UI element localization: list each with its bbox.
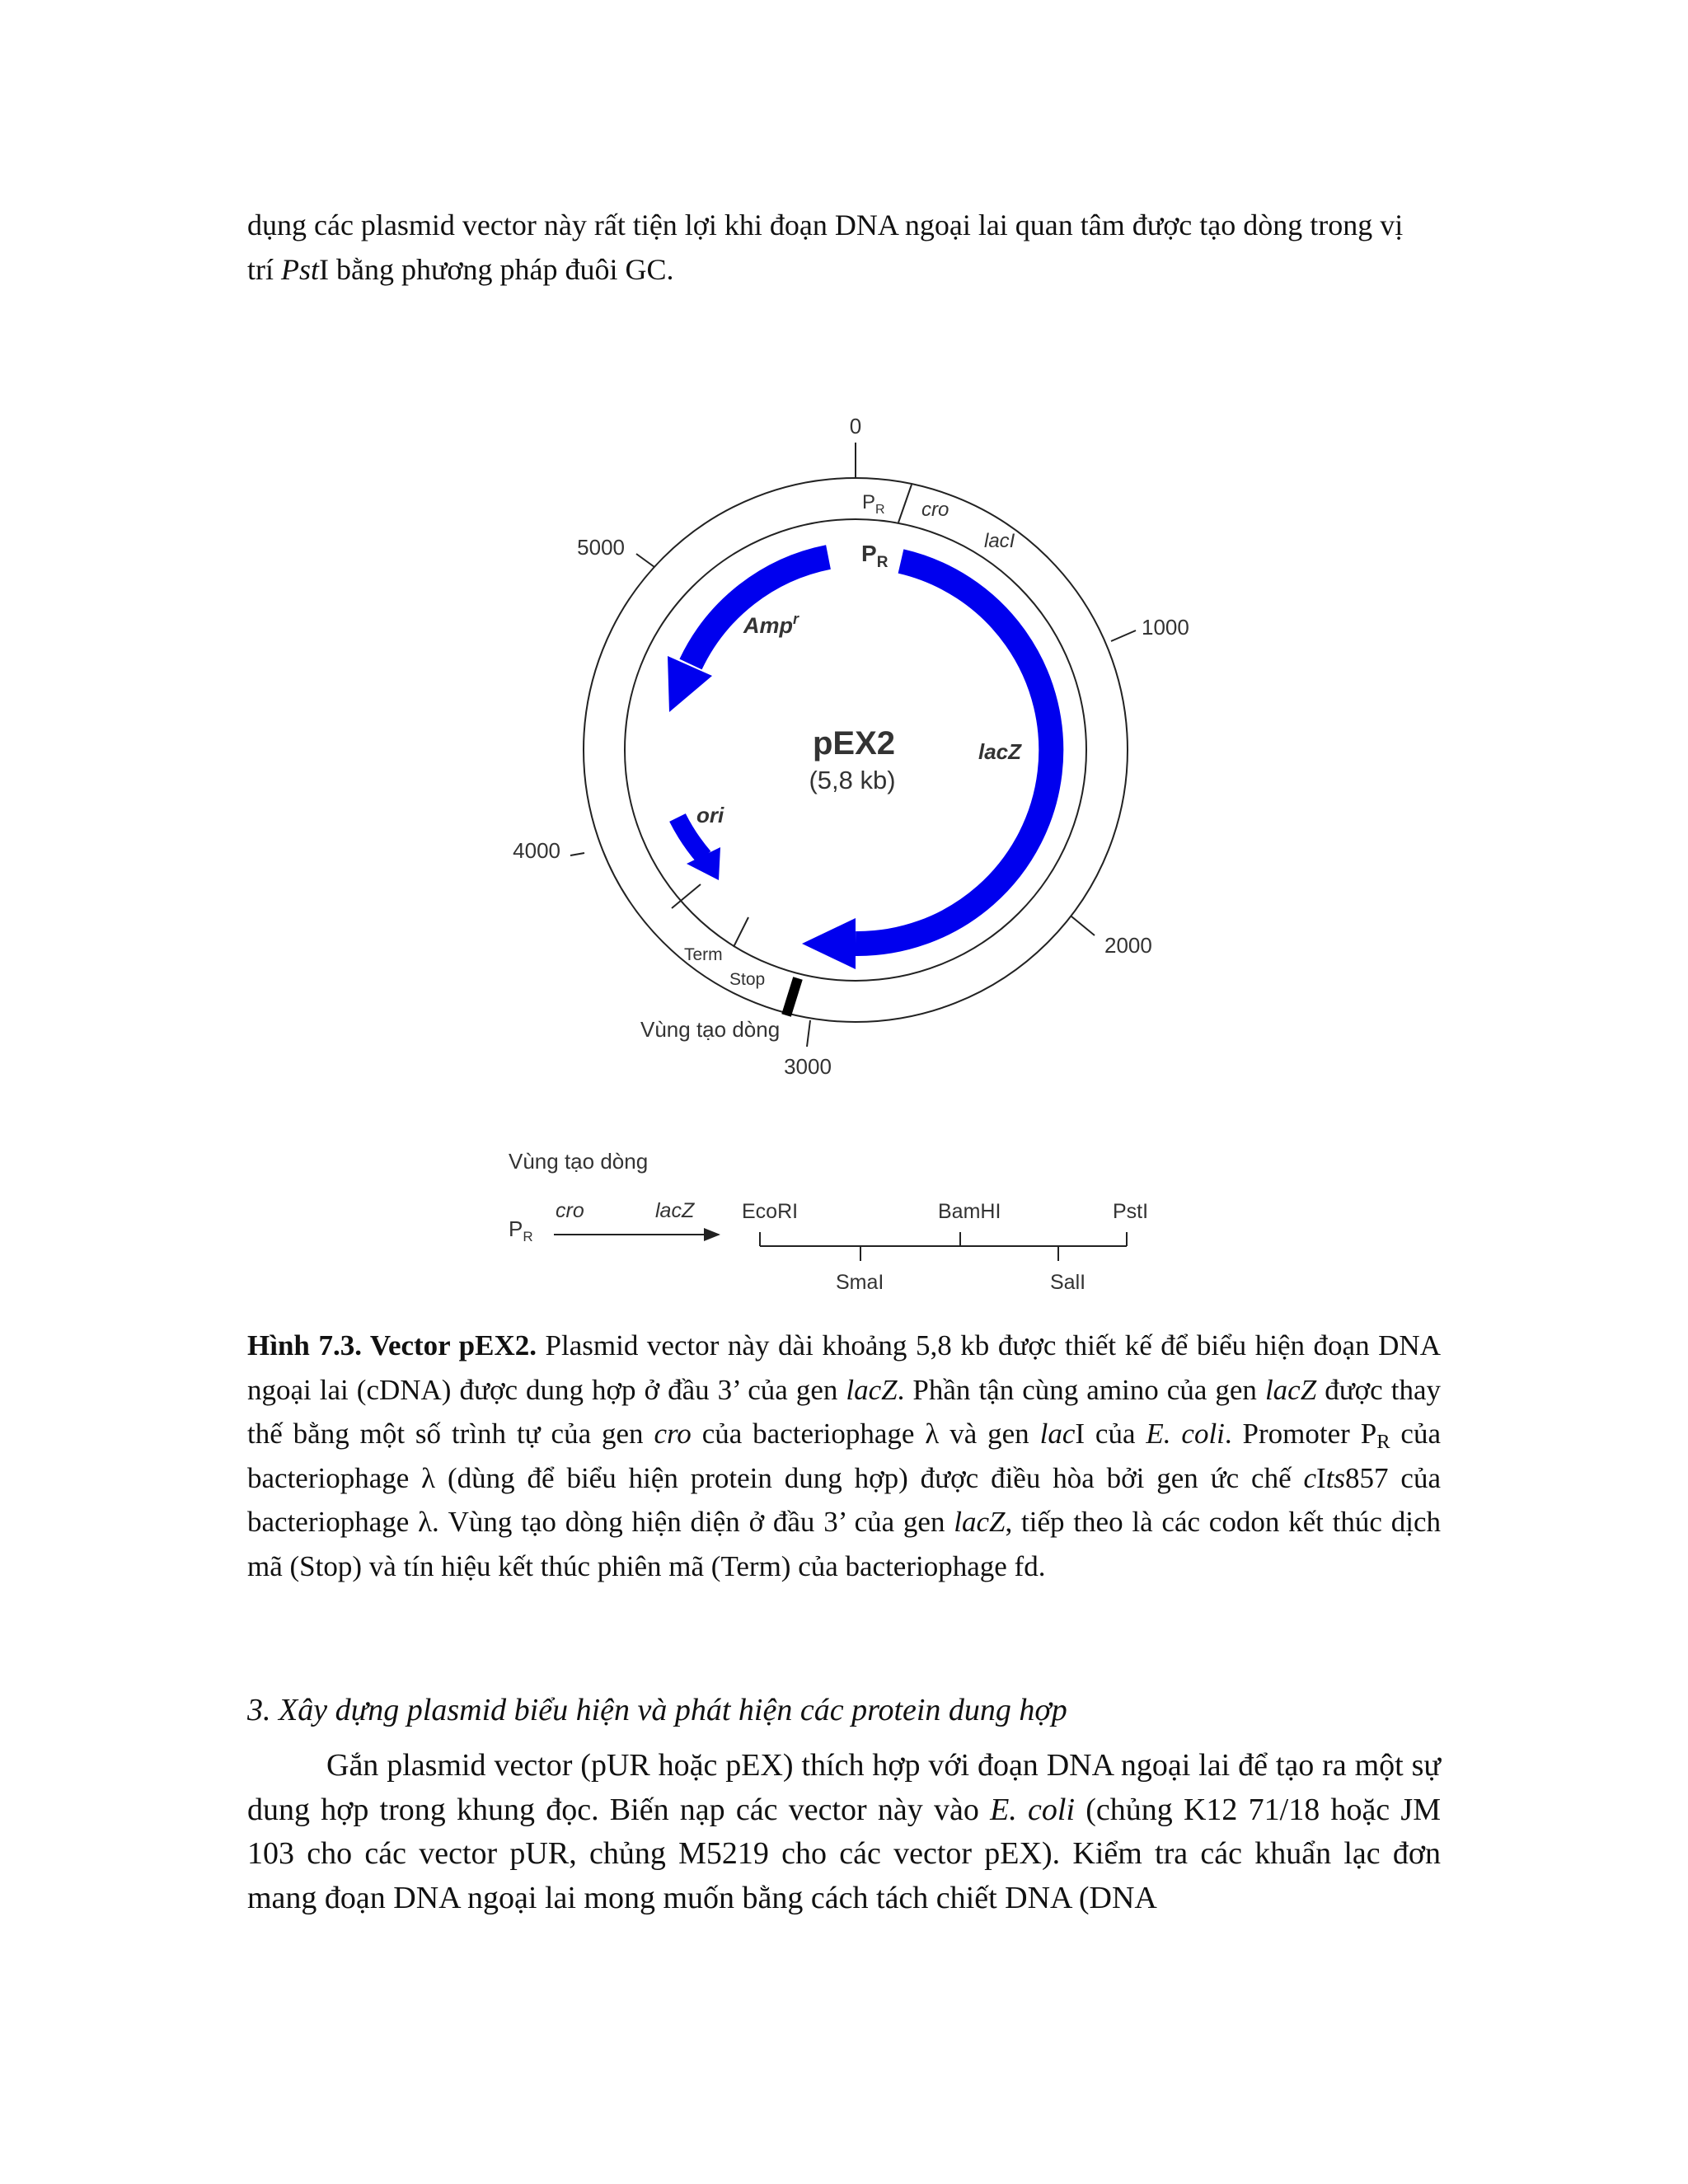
site-bamhi: BamHI [938,1200,1001,1223]
site-sali: SalI [1050,1271,1086,1294]
tick-5000 [636,554,654,567]
linear-map-pr: $P_R$ [509,1216,533,1244]
caption-text-2: . Phần tận cùng amino của gen [897,1373,1265,1406]
caption-text-6: . Promoter P [1224,1418,1377,1450]
caption-text-4: của bacteriophage λ và gen [691,1418,1040,1450]
ring-label-stop: Stop [729,970,766,989]
section-body-text-1: Gắn plasmid vector (pUR hoặc pEX) thích hợp với đoạn DNA ngoại lai để tạo ra một sự dung hợp trong khung đọc. Biến nạp các vector này vào [247,1748,1441,1827]
amp-arrow-head [668,656,712,712]
linear-map-title: Vùng tạo dòng [509,1149,649,1174]
intro-line-2-post: I bằng phương pháp đuôi GC. [319,253,674,286]
ring-divider-stop [734,917,748,947]
plasmid-name: pEX2 [812,725,896,762]
section-body-text-2: (chủng K12 71/18 hoặc JM 103 cho các vector pUR, chủng M5219 cho các vector pEX). Kiểm tra các khuẩn lạc đơn mang đoạn DNA ngoại lai mong muốn bằng cách tách chiết DNA (DNA [247,1792,1441,1915]
ring-label-lacI: lacI [984,530,1015,552]
site-psti: PstI [1113,1200,1149,1223]
caption-italic-5: E. coli [1146,1418,1225,1450]
tick-4000 [570,853,584,855]
caption-subscript: R [1376,1431,1390,1454]
intro-line-2-pre: trí [247,253,281,286]
caption-text-5: I của [1075,1418,1146,1450]
scale-label-5000: 5000 [577,535,625,560]
caption-italic-7: lacZ [954,1506,1006,1538]
tick-3000 [807,1020,810,1047]
figure-caption [247,1324,1441,1588]
linear-map-lacZ: lacZ [655,1199,695,1222]
scale-label-3000: 3000 [784,1054,832,1079]
site-smai: SmaI [836,1271,884,1294]
caption-text-9: 857 của bacteriophage λ. Vùng tạo dòng hiện diện ở đầu 3’ của gen [247,1461,1441,1538]
ring-label-pr: $P_R$ [862,491,885,517]
caption-text-7: của bacteriophage λ (dùng để biểu hiện protein dung hợp) được điều hòa bởi gen ức chế [247,1418,1441,1494]
scale-label-2000: 2000 [1104,933,1152,958]
gene-label-ori: ori [696,803,724,827]
scale-label-4000: 4000 [513,838,560,863]
caption-italic-6b: ts [1325,1461,1346,1494]
cloning-region-marker [786,978,798,1015]
caption-text-3: được thay thế bằng một số trình tự của gen [247,1373,1441,1450]
caption-text-1: Plasmid vector này dài khoảng 5,8 kb được thiết kế để biểu hiện đoạn DNA ngoại lai (cDNA) được dung hợp ở đầu 3’ của gen [247,1329,1441,1406]
intro-line-2-italic: Pst [281,253,320,286]
section-body-italic: E. coli [990,1792,1076,1827]
scale-label-1000: 1000 [1142,615,1189,640]
caption-italic-6a: c [1303,1461,1317,1494]
cloning-region-label: Vùng tạo dòng [640,1017,781,1042]
linear-map-cro: cro [556,1199,584,1222]
gene-label-pr: $P_R$ [861,541,889,571]
lacZ-arrow-head [802,918,856,969]
ring-divider-pr-cro [898,485,912,523]
gene-label-amp: Amp$^r$ [743,611,799,638]
amp-arrow-body [691,557,828,664]
gene-label-lacZ: lacZ [978,739,1022,764]
caption-italic-1: lacZ [846,1373,898,1406]
caption-italic-4: lac [1039,1418,1076,1450]
scale-label-0: 0 [849,414,862,438]
section-body [247,1744,1441,1920]
site-ecori: EcoRI [742,1200,799,1223]
tick-1000 [1111,630,1136,641]
section-heading: 3. Xây dựng plasmid biểu hiện và phát hiện các protein dung hợp [247,1693,1067,1727]
ring-label-term: Term [684,945,723,964]
caption-text-8: I [1316,1461,1326,1494]
tick-2000 [1071,916,1095,935]
plasmid-size: (5,8 kb) [809,766,896,794]
caption-label: Hình 7.3. Vector pEX2. [247,1329,537,1361]
caption-italic-3: cro [654,1418,692,1450]
caption-text-10: , tiếp theo là các codon kết thúc dịch mã (Stop) và tín hiệu kết thúc phiên mã (Term) của bacteriophage fd. [247,1506,1441,1582]
ring-label-cro: cro [921,499,950,521]
intro-line-1: dụng các plasmid vector này rất tiện lợi khi đoạn DNA ngoại lai quan tâm được tạo dòng trong vị [247,209,1404,241]
caption-italic-2: lacZ [1264,1373,1317,1406]
